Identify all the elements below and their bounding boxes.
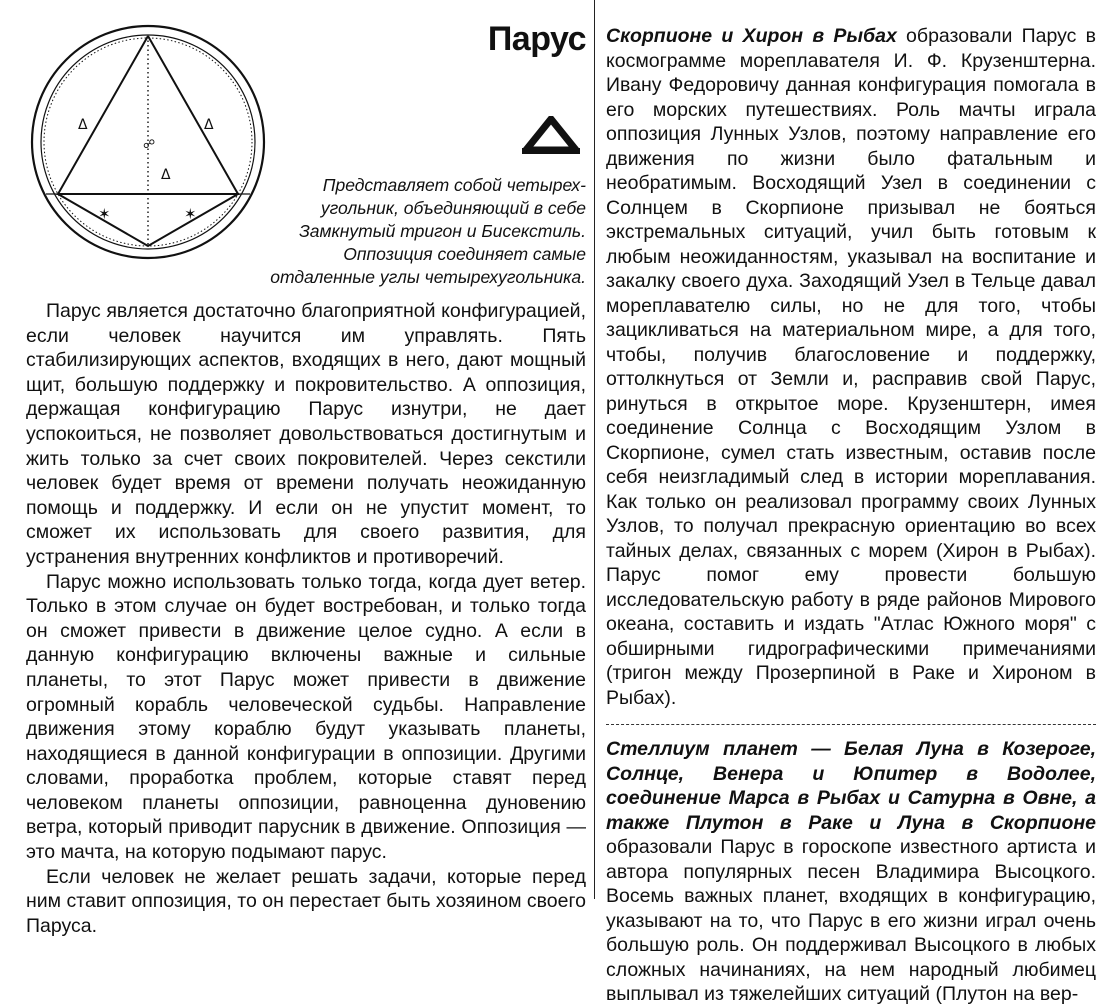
sail-configuration-diagram	[26, 14, 276, 264]
opposition-glyph: ☍	[143, 137, 156, 151]
sail-symbol-icon	[522, 116, 580, 156]
column-divider	[594, 0, 595, 899]
paragraph: Парус можно использовать только тогда, когда дует ветер. Только в этом случае он будет востребован, и только тогда он сможет привести в движение целое судно. А если в данную конфигурацию включены важные и сильные планеты, то этот Парус может привести в движение огромный корабль человеческой судьбы. Направление движения этому кораблю будут указывать планеты, находящиеся в данной конфигурации в оппозиции. Другими словами, проработка проблем, которые ставят перед человеком планеты оппозиции, равноценна дуновению ветра, который приводит парусник в движение. Оппозиция — это мачта, на которую подымают парус.	[26, 570, 586, 864]
example-text: образовали Парус в космограмме мореплавателя И. Ф. Крузенштерна. Ивану Федоровичу данная конфигурация помогала в его морских путешествиях. Роль мачты играла оппозиция Лунных Узлов, поэтому направление его движения по жизни было фатальным и необратимым. Восходящий Узел в соединении с Солнцем в Скорпионе призывал не бояться экстремальных ситуаций, учил быть готовым к любым неожиданностям, указывал на воспитание и закалку своего духа. Заходящий Узел в Тельце давал мореплавателю силы, но не для того, чтобы зацикливаться на материальном мире, а для того, чтобы, получив благословение и поддержку, оттолкнуться от Земли и, расправив свой Парус, ринуться в открытое море. Крузенштерн, имея соединение Солнца с Восходящим Узлом в Скорпионе, сумел стать известным, оставив после себя неизгладимый след в истории мореплавания. Как только он реализовал программу своих Лунных Узлов, то получал прекрасную ориентацию во всех тайных делах, связанных с морем (Хирон в Рыбах). Парус помог ему провести большую исследовательскую работу в ряде районов Мирового океана, составить и издать "Атлас Южного моря" с обширными гидрографическими примечаниями (тригон между Прозерпиной в Раке и Хироном в Рыбах).	[606, 25, 1096, 709]
paragraph	[606, 737, 1096, 1007]
section-separator	[606, 724, 1096, 725]
left-body	[26, 299, 586, 938]
figure-caption: Представляет собой четырех-угольник, объединяющий в себе Замкнутый тригон и Бисекстиль. Оппозиция соединяет самые отдаленные углы четырехугольника.	[270, 175, 586, 287]
kruzenshtern-example	[606, 24, 1096, 710]
right-column	[606, 24, 1096, 1007]
sextile-glyph-left: ✶	[98, 205, 111, 223]
paragraph: Если человек не желает решать задачи, которые перед ним ставит оппозиция, то он перестает быть хозяином своего Паруса.	[26, 865, 587, 937]
trine-glyph-right: Δ	[204, 117, 214, 133]
sextile-glyph-right: ✶	[184, 205, 197, 223]
paragraph	[606, 24, 1096, 710]
trine-glyph-left: Δ	[78, 117, 88, 133]
paragraph: Парус является достаточно благоприятной конфигурацией, если человек научится им управлять. Пять стабилизирующих аспектов, входящих в него, дают мощный щит, большую поддержку и покровительство. А оппозиция, держащая конфигурацию Парус изнутри, не дает успокоиться, не позволяет довольствоваться достигнутым и жить только за счет своих покровителей. Через секстили человек будет время от времени получать неожиданную помощь и поддержку. И если он не упустит момент, то сможет их использовать для своего развития, для устранения внутренних конфликтов и противоречий.	[26, 300, 586, 568]
trine-glyph-center: Δ	[161, 167, 171, 183]
example-text: образовали Парус в гороскопе известного артиста и автора популярных песен Владимира Высоцкого. Восемь важных планет, входящих в конфигурацию, указывают на то, что Парус в его жизни играл очень большую роль. Он поддерживал Высоцкого в любых сложных начинаниях, на нем народный любимец выплывал из тяжелейших ситуаций (Плутон на вер-	[606, 836, 1096, 1005]
example-lead: Скорпионе и Хирон в Рыбах	[606, 25, 897, 47]
example-lead: Стеллиум планет — Белая Луна в Козероге, Солнце, Венера и Юпитер в Водолее, соединение Марса в Рыбах и Сатурна в Овне, а также Плутон в Раке и Луна в Скорпионе	[606, 738, 1096, 834]
page-title: Парус	[487, 20, 586, 58]
vysotsky-example	[606, 737, 1096, 1007]
